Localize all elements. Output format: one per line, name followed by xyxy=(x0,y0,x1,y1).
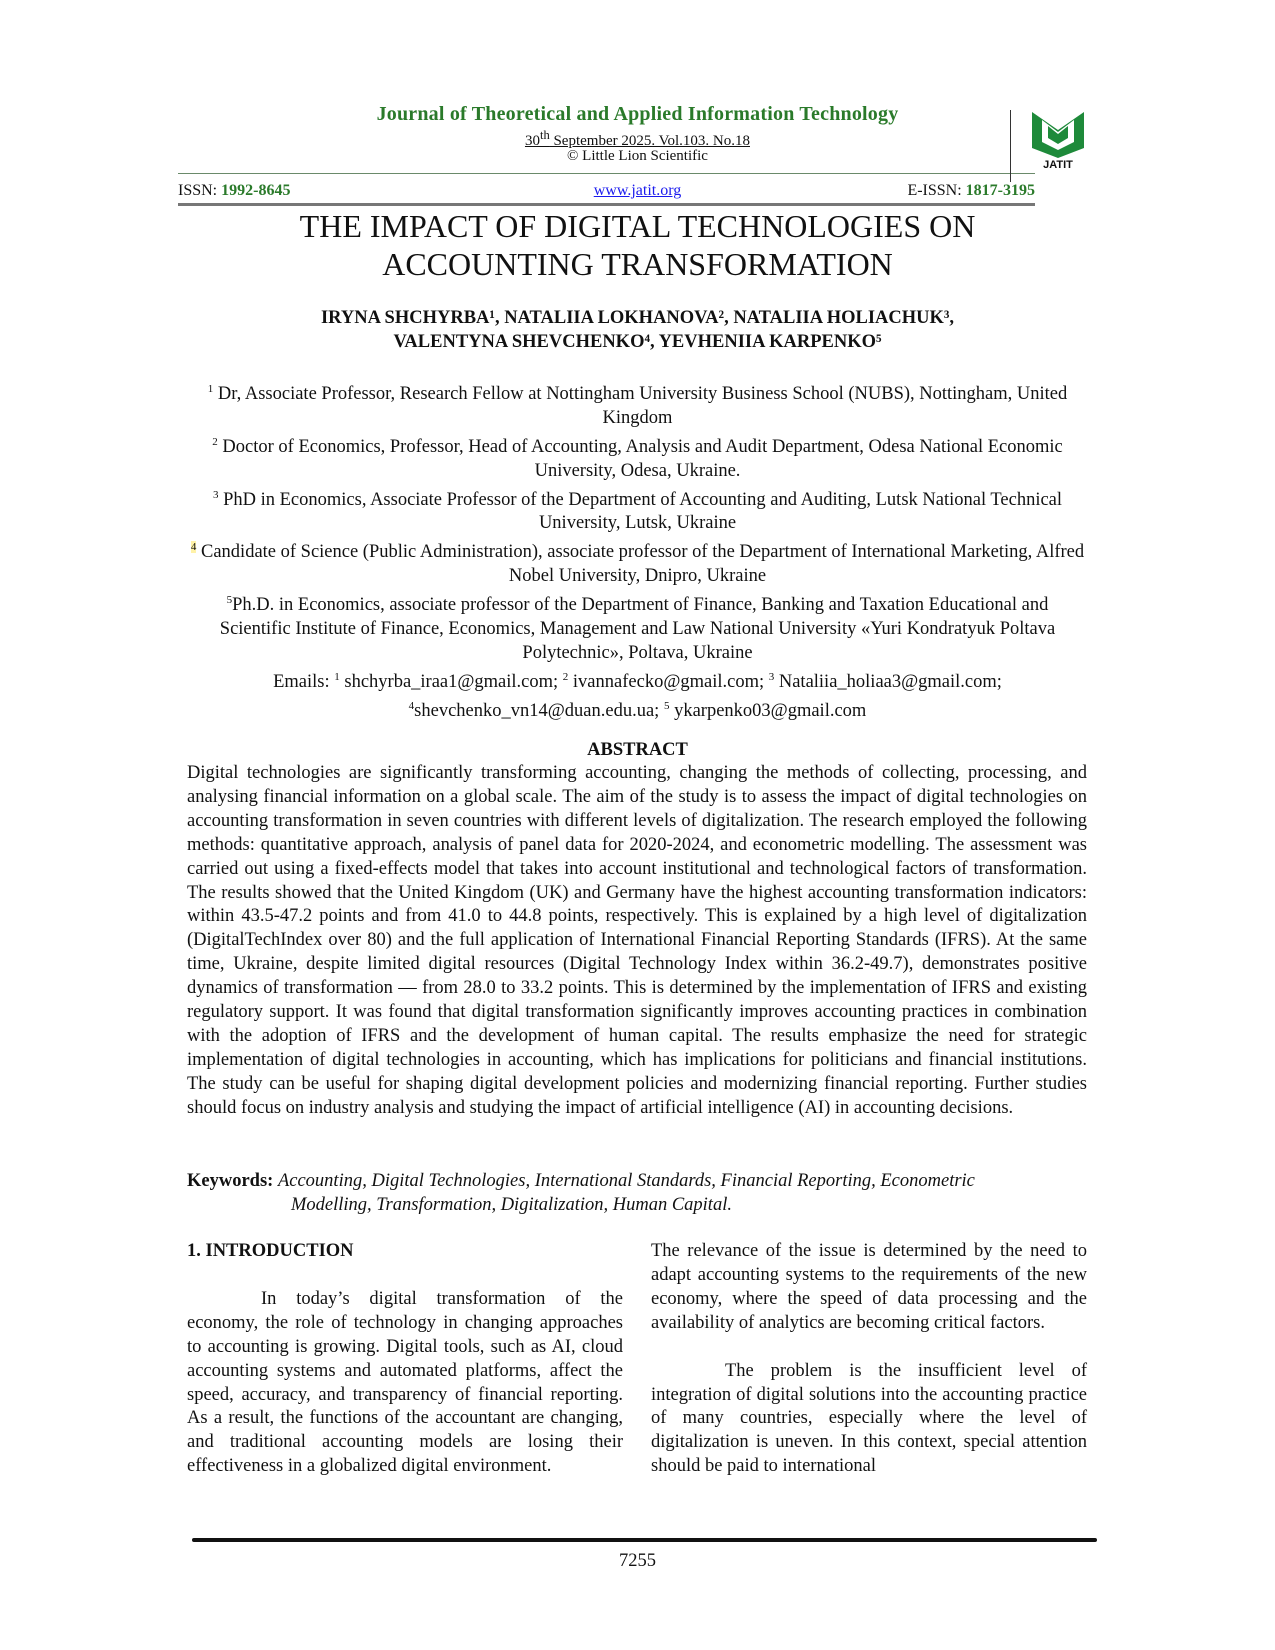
affiliation-number: 4 xyxy=(190,541,197,554)
abstract-text: Digital technologies are significantly transforming accounting, changing the methods of collecting, processing, and analysing financial information on a global scale. The aim of the study is to assess the impact of digital technologies on accounting transformation in seven countries with different levels of digitalization. The research employed the following methods: quantitative approach, analysis of panel data for 2020-2024, and econometric modelling. The assessment was carried out using a fixed-effects model that takes into account institutional and technological factors of transformation. The results showed that the United Kingdom (UK) and Germany have the highest accounting transformation indicators: within 43.5-47.2 points and from 41.0 to 44.8 points, respectively. This is explained by a high level of digitalization (DigitalTechIndex over 80) and the full application of International Financial Reporting Standards (IFRS). At the same time, Ukraine, despite limited digital resources (Digital Technology Index within 36.2-49.7), demonstrates positive dynamics of transformation — from 28.0 to 33.2 points. This is determined by the implementation of IFRS and existing regulatory support. It was found that digital transformation significantly improves accounting practices in combination with the adoption of IFRS and the development of human capital. The results emphasize the need for strategic implementation of digital technologies in accounting, which has implications for politicians and financial institutions. The study can be useful for shaping digital development policies and modernizing financial reporting. Further studies should focus on industry analysis and studying the impact of artificial intelligence (AI) in accounting decisions. xyxy=(187,763,1087,1118)
eissn-value: 1817-3195 xyxy=(965,182,1035,199)
authors-line: IRYNA SHCHYRBA¹, NATALIIA LOKHANOVA², NATALIIA HOLIACHUK³, xyxy=(320,308,955,328)
title-line: THE IMPACT OF DIGITAL TECHNOLOGIES ON xyxy=(299,208,976,244)
jatit-logo xyxy=(1028,108,1088,170)
issn-label: ISSN: xyxy=(178,182,222,199)
logo-divider xyxy=(1010,110,1011,182)
authors xyxy=(0,306,1275,354)
affiliation-text: Doctor of Economics, Professor, Head of Accounting, Analysis and Audit Department, Odesa National Economic University, Odesa, Ukraine. xyxy=(217,436,1063,481)
affiliations xyxy=(190,378,1085,723)
affiliation xyxy=(190,484,1085,537)
issn-value: 1992-8645 xyxy=(221,182,291,199)
email-number: 4 xyxy=(408,699,415,712)
journal-title: Journal of Theoretical and Applied Information Technology xyxy=(376,103,899,125)
svg-text:JATIT: JATIT xyxy=(1043,159,1073,170)
affiliation-text: Candidate of Science (Public Administration), associate professor of the Department of International Marketing, Alfred Nobel University, Dnipro, Ukraine xyxy=(196,542,1085,587)
email-number: 2 xyxy=(562,670,569,683)
email[interactable]: ivannafecko@gmail.com; xyxy=(568,671,769,692)
paragraph: The problem is the insufficient level of integration of digital solutions into the accounting practice of many countries, especially where the level of digitalization is uneven. In this context, special attention should be paid to international xyxy=(651,1360,1087,1477)
email[interactable]: ykarpenko03@gmail.com xyxy=(669,700,867,721)
email-number: 5 xyxy=(663,699,670,712)
title-line: ACCOUNTING TRANSFORMATION xyxy=(382,246,893,282)
affiliation-number: 5 xyxy=(226,594,233,606)
affiliation xyxy=(190,378,1085,431)
affiliation-number: 2 xyxy=(212,435,218,448)
affiliation-text: PhD in Economics, Associate Professor of the Department of Accounting and Auditing, Lutsk National Technical University, Lutsk, Ukraine xyxy=(218,489,1063,534)
affiliation xyxy=(190,589,1085,666)
paragraph: The relevance of the issue is determined by the need to adapt accounting systems to the requirements of the new economy, where the speed of data processing and the availability of analytics are becoming critical factors. xyxy=(651,1241,1087,1333)
paragraph: In today’s digital transformation of the economy, the role of technology in changing approaches to accounting is growing. Digital tools, such as AI, cloud accounting systems and automated platforms, affect the speed, accuracy, and transparency of financial reporting. As a result, the functions of the accountant are changing, and traditional accounting models are losing their effectiveness in a globalized digital environment. xyxy=(187,1288,623,1477)
eissn-label: E-ISSN: xyxy=(907,182,966,199)
issue-day: 30 xyxy=(524,133,540,149)
abstract-heading: ABSTRACT xyxy=(587,740,688,760)
right-column xyxy=(651,1240,1087,1479)
left-column xyxy=(187,1240,623,1479)
paper-title xyxy=(0,207,1275,283)
footer-rule xyxy=(192,1538,1097,1542)
keywords-line: Accounting, Digital Technologies, International Standards, Financial Reporting, Econometric xyxy=(277,1171,975,1191)
keywords xyxy=(187,1170,1087,1218)
emails xyxy=(190,666,1085,724)
authors-line: VALENTYNA SHEVCHENKO⁴, YEVHENIIA KARPENKO⁵ xyxy=(393,332,882,352)
issue-rest: September 2025. Vol.103. No.18 xyxy=(549,133,750,149)
header-divider xyxy=(178,173,1035,174)
affiliation xyxy=(190,431,1085,484)
keywords-label: Keywords: xyxy=(187,1171,278,1191)
email-number: 1 xyxy=(334,670,340,683)
email-number: 3 xyxy=(768,670,775,683)
issue-day-suffix: th xyxy=(539,128,550,142)
copyright: © Little Lion Scientific xyxy=(567,148,708,164)
journal-url-link[interactable]: www.jatit.org xyxy=(593,182,682,199)
section-heading: 1. INTRODUCTION xyxy=(187,1241,354,1261)
affiliation-number: 1 xyxy=(207,383,214,395)
emails-label: Emails: xyxy=(273,671,335,692)
eissn xyxy=(907,182,1035,200)
affiliation-text: Dr, Associate Professor, Research Fellow at Nottingham University Business School (NUBS), Nottingham, United Kingdom xyxy=(213,384,1068,428)
affiliation xyxy=(190,536,1085,589)
affiliation-number: 3 xyxy=(212,488,219,501)
email[interactable]: shevchenko_vn14@duan.edu.ua; xyxy=(414,700,664,721)
email[interactable]: shchyrba_iraa1@gmail.com; xyxy=(339,671,563,692)
affiliation-text: Ph.D. in Economics, associate professor of the Department of Finance, Banking and Taxation Educational and Scientific Institute of Finance, Economics, Management and Law National University «Yuri Kondratyuk Poltava Polytechnic», Poltava, Ukraine xyxy=(219,595,1056,663)
header-rule xyxy=(178,203,1035,206)
email[interactable]: Nataliia_holiaa3@gmail.com; xyxy=(774,671,1002,692)
keywords-line: Modelling, Transformation, Digitalization, Human Capital. xyxy=(291,1194,732,1215)
page-number: 7255 xyxy=(619,1551,656,1571)
